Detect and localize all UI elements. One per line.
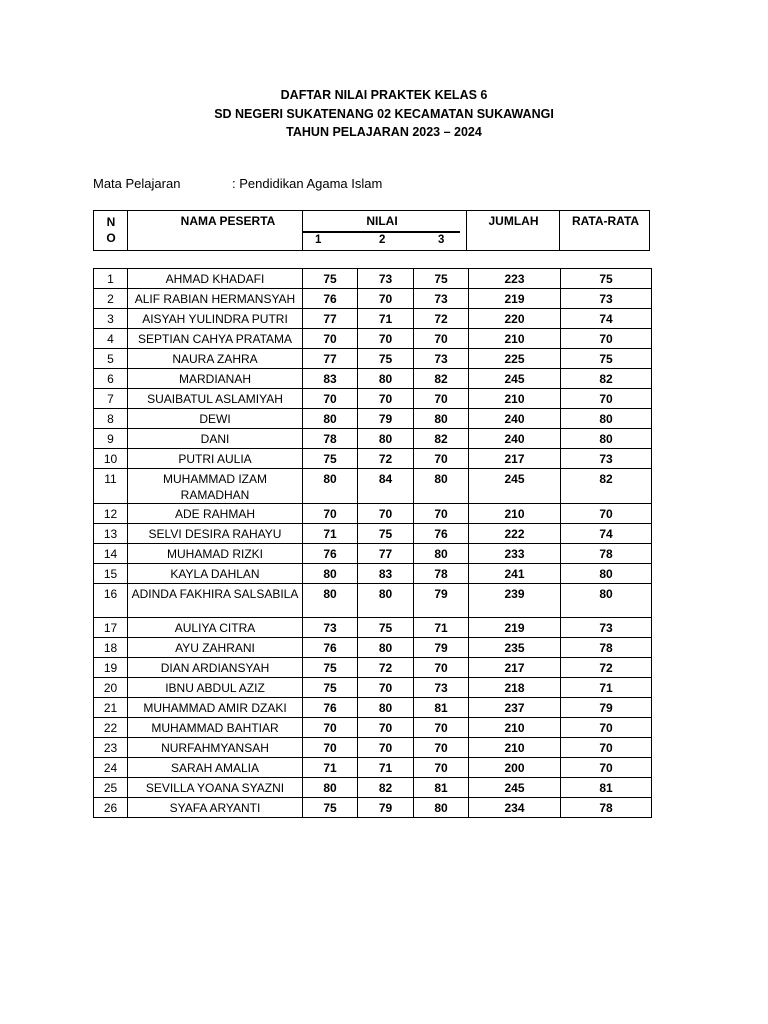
- cell-nilai-1: 75: [303, 678, 358, 698]
- cell-nama: AYU ZAHRANI: [128, 638, 303, 658]
- cell-nilai-2: 80: [358, 584, 414, 618]
- cell-nilai-1: 76: [303, 289, 358, 309]
- cell-nama: NURFAHMYANSAH: [128, 738, 303, 758]
- cell-nama: SEPTIAN CAHYA PRATAMA: [128, 329, 303, 349]
- cell-nilai-2: 75: [358, 524, 414, 544]
- cell-nilai-1: 77: [303, 349, 358, 369]
- cell-no: 19: [94, 658, 128, 678]
- header-nilai: NILAI: [366, 214, 398, 228]
- table-row: [94, 564, 652, 584]
- table-row: [94, 798, 652, 818]
- cell-nilai-2: 80: [358, 369, 414, 389]
- table-row: [94, 309, 652, 329]
- header-nilai-3: 3: [438, 234, 445, 246]
- cell-nilai-2: 73: [358, 269, 414, 289]
- cell-nama: ALIF RABIAN HERMANSYAH: [128, 289, 303, 309]
- cell-nilai-2: 70: [358, 718, 414, 738]
- cell-no: 5: [94, 349, 128, 369]
- table-row: [94, 449, 652, 469]
- cell-rata-rata: 80: [561, 564, 652, 584]
- table-row: [94, 758, 652, 778]
- cell-no: 1: [94, 269, 128, 289]
- cell-rata-rata: 78: [561, 544, 652, 564]
- cell-no: 18: [94, 638, 128, 658]
- cell-rata-rata: 80: [561, 409, 652, 429]
- cell-jumlah: 200: [469, 758, 561, 778]
- cell-jumlah: 245: [469, 469, 561, 504]
- cell-rata-rata: 73: [561, 449, 652, 469]
- cell-nama: MUHAMMAD IZAM RAMADHAN: [128, 469, 303, 504]
- cell-no: 2: [94, 289, 128, 309]
- table-row: [94, 698, 652, 718]
- cell-rata-rata: 78: [561, 798, 652, 818]
- cell-nilai-3: 70: [414, 718, 469, 738]
- cell-rata-rata: 70: [561, 329, 652, 349]
- header-nilai-underline: [302, 231, 460, 233]
- cell-nilai-1: 71: [303, 524, 358, 544]
- cell-nama: SARAH AMALIA: [128, 758, 303, 778]
- cell-no: 25: [94, 778, 128, 798]
- cell-nama: AISYAH YULINDRA PUTRI: [128, 309, 303, 329]
- cell-nilai-2: 70: [358, 389, 414, 409]
- cell-nilai-1: 80: [303, 409, 358, 429]
- cell-rata-rata: 75: [561, 349, 652, 369]
- cell-nilai-1: 78: [303, 429, 358, 449]
- cell-nama: MUHAMAD RIZKI: [128, 544, 303, 564]
- cell-nilai-1: 80: [303, 778, 358, 798]
- doc-title-line-1: DAFTAR NILAI PRAKTEK KELAS 6: [280, 88, 488, 102]
- cell-nilai-3: 70: [414, 658, 469, 678]
- cell-nilai-3: 79: [414, 638, 469, 658]
- table-row: [94, 389, 652, 409]
- cell-jumlah: 210: [469, 504, 561, 524]
- cell-rata-rata: 74: [561, 524, 652, 544]
- cell-jumlah: 240: [469, 409, 561, 429]
- cell-no: 3: [94, 309, 128, 329]
- cell-nama: NAURA ZAHRA: [128, 349, 303, 369]
- cell-nama: MARDIANAH: [128, 369, 303, 389]
- cell-nama: PUTRI AULIA: [128, 449, 303, 469]
- cell-nama: DIAN ARDIANSYAH: [128, 658, 303, 678]
- table-row: [94, 618, 652, 638]
- table-header: [93, 210, 650, 251]
- table-row: [94, 349, 652, 369]
- cell-nilai-1: 75: [303, 658, 358, 678]
- cell-nilai-1: 70: [303, 504, 358, 524]
- cell-jumlah: 241: [469, 564, 561, 584]
- table-row: [94, 584, 652, 618]
- cell-no: 16: [94, 584, 128, 618]
- table-row: [94, 504, 652, 524]
- cell-rata-rata: 80: [561, 429, 652, 449]
- cell-nilai-1: 80: [303, 564, 358, 584]
- cell-no: 26: [94, 798, 128, 818]
- table-row: [94, 738, 652, 758]
- cell-rata-rata: 82: [561, 369, 652, 389]
- cell-nilai-2: 75: [358, 618, 414, 638]
- table-row: [94, 269, 652, 289]
- cell-nilai-2: 80: [358, 698, 414, 718]
- cell-jumlah: 210: [469, 718, 561, 738]
- table-row: [94, 289, 652, 309]
- table-row: [94, 718, 652, 738]
- cell-nama: SYAFA ARYANTI: [128, 798, 303, 818]
- cell-nilai-3: 76: [414, 524, 469, 544]
- cell-jumlah: 219: [469, 289, 561, 309]
- table-row: [94, 638, 652, 658]
- cell-no: 17: [94, 618, 128, 638]
- cell-jumlah: 219: [469, 618, 561, 638]
- cell-nilai-3: 82: [414, 369, 469, 389]
- cell-nilai-2: 70: [358, 738, 414, 758]
- header-no-line-1: N: [106, 215, 116, 229]
- cell-nilai-2: 70: [358, 678, 414, 698]
- doc-title-line-2: SD NEGERI SUKATENANG 02 KECAMATAN SUKAWANGI: [214, 107, 554, 121]
- cell-nilai-1: 73: [303, 618, 358, 638]
- cell-nilai-2: 79: [358, 409, 414, 429]
- cell-rata-rata: 78: [561, 638, 652, 658]
- cell-jumlah: 237: [469, 698, 561, 718]
- cell-nilai-3: 70: [414, 449, 469, 469]
- cell-no: 13: [94, 524, 128, 544]
- cell-jumlah: 240: [469, 429, 561, 449]
- cell-nilai-2: 72: [358, 449, 414, 469]
- cell-nilai-1: 75: [303, 449, 358, 469]
- cell-jumlah: 235: [469, 638, 561, 658]
- cell-nilai-1: 70: [303, 718, 358, 738]
- cell-nilai-2: 83: [358, 564, 414, 584]
- cell-nilai-3: 70: [414, 504, 469, 524]
- cell-no: 20: [94, 678, 128, 698]
- cell-nilai-1: 70: [303, 738, 358, 758]
- header-jumlah: JUMLAH: [488, 214, 539, 228]
- cell-nama: SUAIBATUL ASLAMIYAH: [128, 389, 303, 409]
- cell-jumlah: 210: [469, 738, 561, 758]
- cell-nilai-1: 70: [303, 329, 358, 349]
- header-nama: NAMA PESERTA: [180, 214, 276, 228]
- cell-nama: KAYLA DAHLAN: [128, 564, 303, 584]
- cell-jumlah: 217: [469, 658, 561, 678]
- cell-nilai-2: 80: [358, 638, 414, 658]
- cell-nilai-1: 80: [303, 584, 358, 618]
- cell-jumlah: 234: [469, 798, 561, 818]
- cell-no: 12: [94, 504, 128, 524]
- cell-jumlah: 210: [469, 389, 561, 409]
- cell-nilai-2: 71: [358, 758, 414, 778]
- cell-no: 14: [94, 544, 128, 564]
- cell-no: 23: [94, 738, 128, 758]
- table-row: [94, 329, 652, 349]
- table-row: [94, 429, 652, 449]
- cell-nama: SELVI DESIRA RAHAYU: [128, 524, 303, 544]
- cell-nilai-1: 83: [303, 369, 358, 389]
- cell-nilai-2: 79: [358, 798, 414, 818]
- table-row: [94, 469, 652, 504]
- cell-nilai-1: 77: [303, 309, 358, 329]
- cell-jumlah: 220: [469, 309, 561, 329]
- header-nilai-1: 1: [315, 234, 322, 246]
- cell-jumlah: 217: [469, 449, 561, 469]
- cell-no: 8: [94, 409, 128, 429]
- cell-jumlah: 245: [469, 778, 561, 798]
- cell-jumlah: 222: [469, 524, 561, 544]
- cell-nama: IBNU ABDUL AZIZ: [128, 678, 303, 698]
- cell-no: 6: [94, 369, 128, 389]
- cell-nilai-3: 73: [414, 349, 469, 369]
- cell-nilai-1: 71: [303, 758, 358, 778]
- subject-value: : Pendidikan Agama Islam: [232, 176, 383, 191]
- header-rata-rata: RATA-RATA: [571, 214, 640, 228]
- cell-rata-rata: 71: [561, 678, 652, 698]
- cell-jumlah: 210: [469, 329, 561, 349]
- cell-nilai-1: 80: [303, 469, 358, 504]
- cell-jumlah: 233: [469, 544, 561, 564]
- cell-rata-rata: 81: [561, 778, 652, 798]
- cell-nilai-1: 75: [303, 798, 358, 818]
- header-no: [94, 211, 128, 250]
- cell-rata-rata: 79: [561, 698, 652, 718]
- cell-nilai-2: 80: [358, 429, 414, 449]
- cell-nilai-3: 81: [414, 698, 469, 718]
- cell-jumlah: 223: [469, 269, 561, 289]
- cell-nilai-3: 80: [414, 469, 469, 504]
- doc-title-line-3: TAHUN PELAJARAN 2023 – 2024: [286, 125, 482, 139]
- cell-rata-rata: 73: [561, 289, 652, 309]
- table-row: [94, 524, 652, 544]
- cell-nilai-3: 73: [414, 289, 469, 309]
- cell-no: 22: [94, 718, 128, 738]
- table-row: [94, 409, 652, 429]
- cell-nama: MUHAMMAD BAHTIAR: [128, 718, 303, 738]
- cell-nama: MUHAMMAD AMIR DZAKI: [128, 698, 303, 718]
- cell-nilai-2: 72: [358, 658, 414, 678]
- cell-nilai-3: 81: [414, 778, 469, 798]
- cell-nilai-3: 71: [414, 618, 469, 638]
- cell-rata-rata: 70: [561, 504, 652, 524]
- header-nilai-2: 2: [379, 234, 386, 246]
- cell-nama: AULIYA CITRA: [128, 618, 303, 638]
- cell-rata-rata: 70: [561, 738, 652, 758]
- cell-rata-rata: 70: [561, 718, 652, 738]
- cell-nilai-3: 80: [414, 798, 469, 818]
- cell-rata-rata: 80: [561, 584, 652, 618]
- cell-nilai-3: 72: [414, 309, 469, 329]
- cell-nilai-3: 80: [414, 544, 469, 564]
- cell-rata-rata: 73: [561, 618, 652, 638]
- cell-nilai-1: 76: [303, 544, 358, 564]
- table-row: [94, 658, 652, 678]
- cell-no: 21: [94, 698, 128, 718]
- cell-nilai-3: 73: [414, 678, 469, 698]
- table-row: [94, 544, 652, 564]
- cell-nilai-2: 82: [358, 778, 414, 798]
- cell-nilai-3: 82: [414, 429, 469, 449]
- cell-jumlah: 225: [469, 349, 561, 369]
- cell-nilai-2: 70: [358, 329, 414, 349]
- cell-nilai-1: 76: [303, 638, 358, 658]
- cell-nilai-3: 80: [414, 409, 469, 429]
- cell-nilai-3: 78: [414, 564, 469, 584]
- table-row: [94, 678, 652, 698]
- cell-rata-rata: 72: [561, 658, 652, 678]
- cell-rata-rata: 75: [561, 269, 652, 289]
- cell-nilai-3: 70: [414, 758, 469, 778]
- cell-rata-rata: 74: [561, 309, 652, 329]
- cell-nilai-2: 84: [358, 469, 414, 504]
- cell-nama: ADINDA FAKHIRA SALSABILA: [128, 584, 303, 618]
- grades-table: [93, 268, 652, 818]
- cell-nilai-2: 70: [358, 289, 414, 309]
- cell-rata-rata: 70: [561, 758, 652, 778]
- cell-jumlah: 218: [469, 678, 561, 698]
- cell-nilai-2: 75: [358, 349, 414, 369]
- cell-rata-rata: 82: [561, 469, 652, 504]
- cell-no: 11: [94, 469, 128, 504]
- cell-nama: DANI: [128, 429, 303, 449]
- cell-no: 7: [94, 389, 128, 409]
- subject-label: Mata Pelajaran: [93, 176, 181, 191]
- cell-no: 15: [94, 564, 128, 584]
- cell-nilai-3: 70: [414, 738, 469, 758]
- cell-nilai-2: 70: [358, 504, 414, 524]
- cell-nilai-2: 71: [358, 309, 414, 329]
- cell-nilai-3: 70: [414, 329, 469, 349]
- cell-no: 9: [94, 429, 128, 449]
- cell-nilai-1: 76: [303, 698, 358, 718]
- cell-nilai-1: 75: [303, 269, 358, 289]
- cell-nilai-2: 77: [358, 544, 414, 564]
- cell-nama: SEVILLA YOANA SYAZNI: [128, 778, 303, 798]
- header-no-line-2: O: [106, 231, 116, 245]
- cell-nama: AHMAD KHADAFI: [128, 269, 303, 289]
- cell-nilai-3: 79: [414, 584, 469, 618]
- cell-nilai-3: 70: [414, 389, 469, 409]
- cell-nilai-3: 75: [414, 269, 469, 289]
- cell-no: 10: [94, 449, 128, 469]
- cell-jumlah: 239: [469, 584, 561, 618]
- cell-no: 24: [94, 758, 128, 778]
- cell-nilai-1: 70: [303, 389, 358, 409]
- cell-nama: ADE RAHMAH: [128, 504, 303, 524]
- table-row: [94, 778, 652, 798]
- cell-rata-rata: 70: [561, 389, 652, 409]
- cell-nama: DEWI: [128, 409, 303, 429]
- cell-jumlah: 245: [469, 369, 561, 389]
- cell-no: 4: [94, 329, 128, 349]
- table-row: [94, 369, 652, 389]
